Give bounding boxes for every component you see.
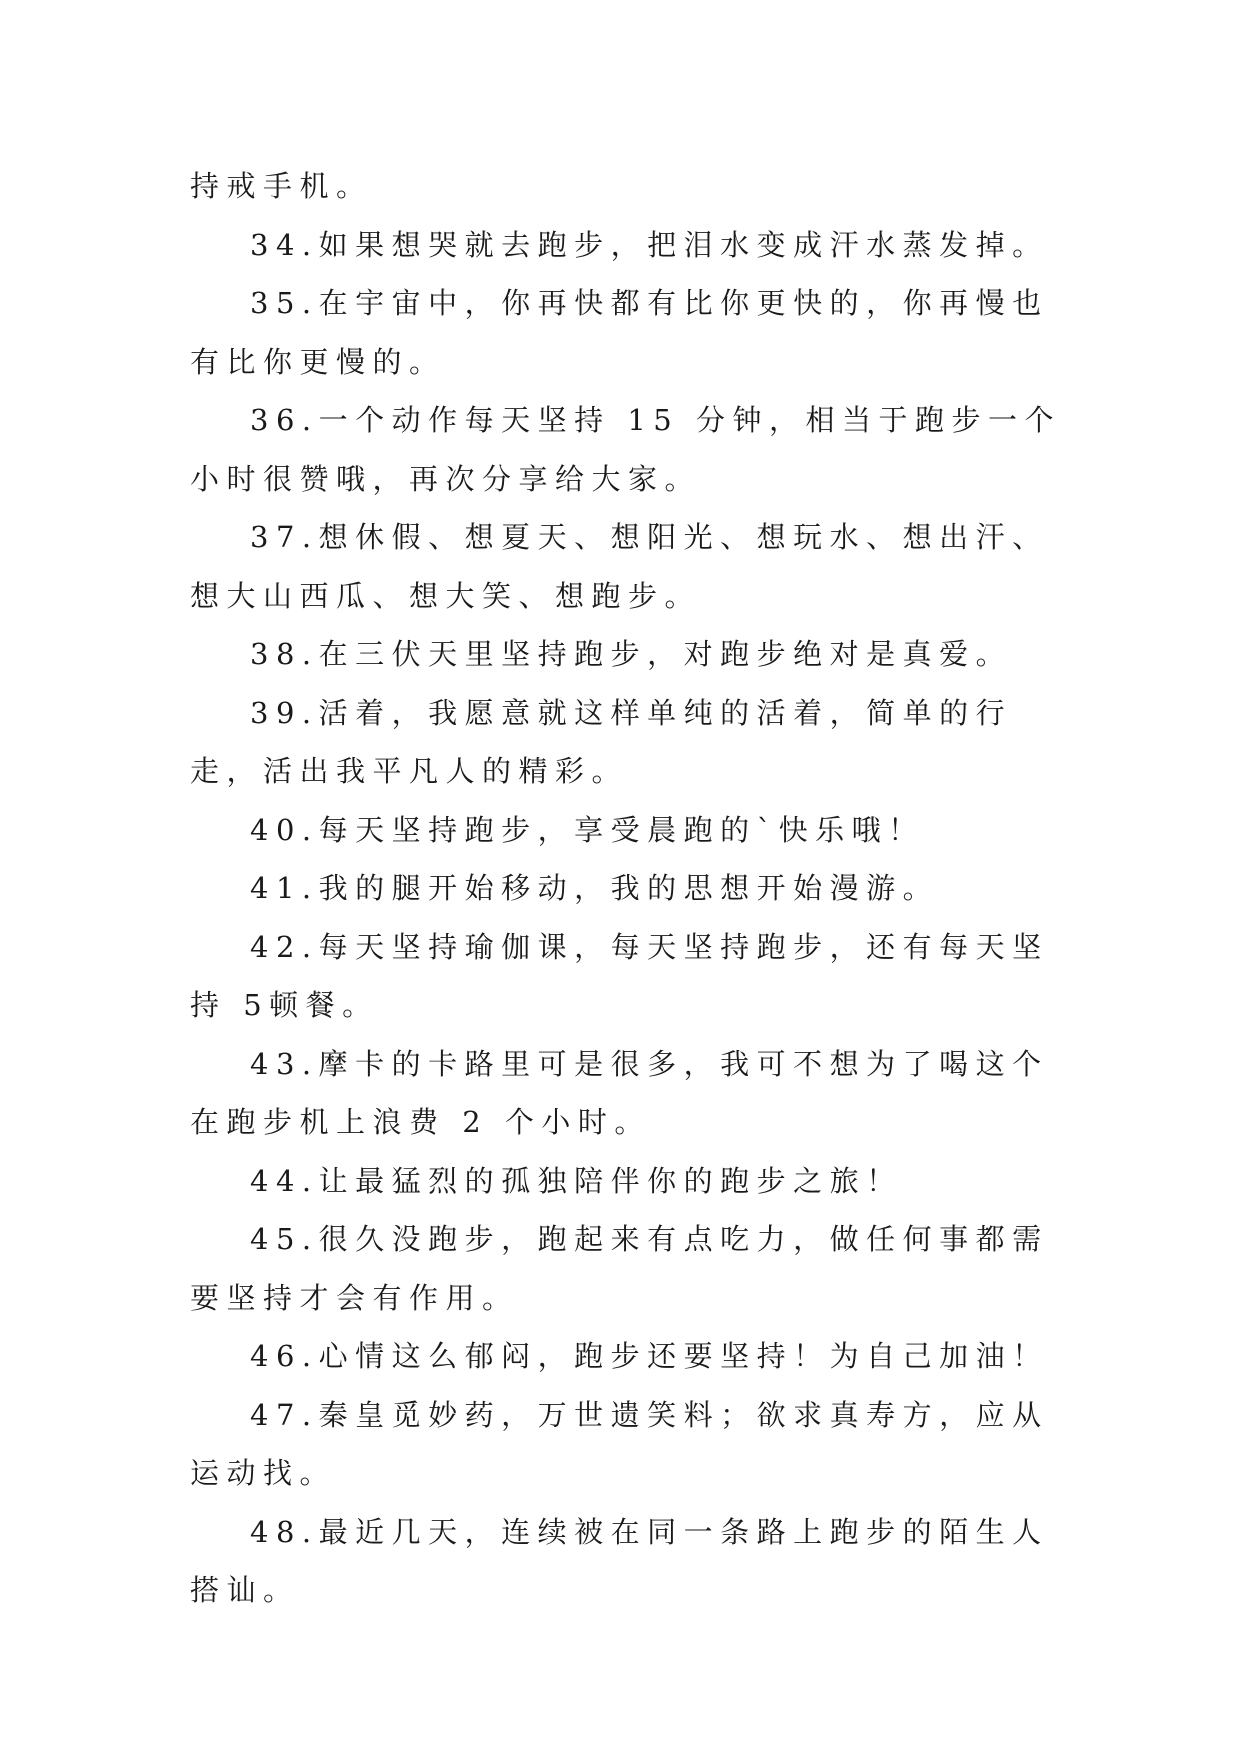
paragraph: 35.在宇宙中，你再快都有比你更快的，你再慢也有比你更慢的。 xyxy=(190,286,1049,379)
paragraph: 36.一个动作每天坚持 15 分钟，相当于跑步一个小时很赞哦，再次分享给大家。 xyxy=(190,403,1061,496)
paragraph: 39.活着，我愿意就这样单纯的活着，简单的行走，活出我平凡人的精彩。 xyxy=(190,695,1013,788)
paragraph: 41.我的腿开始移动，我的思想开始漫游。 xyxy=(250,871,940,905)
paragraph: 48.最近几天，连续被在同一条路上跑步的陌生人搭讪。 xyxy=(190,1514,1049,1607)
paragraph: 47.秦皇觅妙药，万世遗笑料；欲求真寿方，应从运动找。 xyxy=(190,1397,1049,1490)
document-body xyxy=(190,157,1070,1620)
paragraph: 40.每天坚持跑步，享受晨跑的`快乐哦！ xyxy=(250,812,925,847)
paragraph: 34.如果想哭就去跑步，把泪水变成汗水蒸发掉。 xyxy=(250,227,1049,262)
paragraph: 42.每天坚持瑜伽课，每天坚持跑步，还有每天坚持 5顿餐。 xyxy=(190,929,1049,1022)
paragraph: 45.很久没跑步，跑起来有点吃力，做任何事都需要坚持才会有作用。 xyxy=(190,1222,1049,1315)
paragraph: 38.在三伏天里坚持跑步，对跑步绝对是真爱。 xyxy=(250,637,1013,671)
paragraph: 46.心情这么郁闷，跑步还要坚持！为自己加油！ xyxy=(250,1339,1049,1373)
paragraph: 37.想休假、想夏天、想阳光、想玩水、想出汗、想大山西瓜、想大笑、想跑步。 xyxy=(190,520,1049,613)
paragraph: 持戒手机。 xyxy=(190,169,373,203)
paragraph: 43.摩卡的卡路里可是很多，我可不想为了喝这个在跑步机上浪费 2 个小时。 xyxy=(190,1046,1049,1139)
paragraph: 44.让最猛烈的孤独陪伴你的跑步之旅！ xyxy=(250,1163,903,1198)
